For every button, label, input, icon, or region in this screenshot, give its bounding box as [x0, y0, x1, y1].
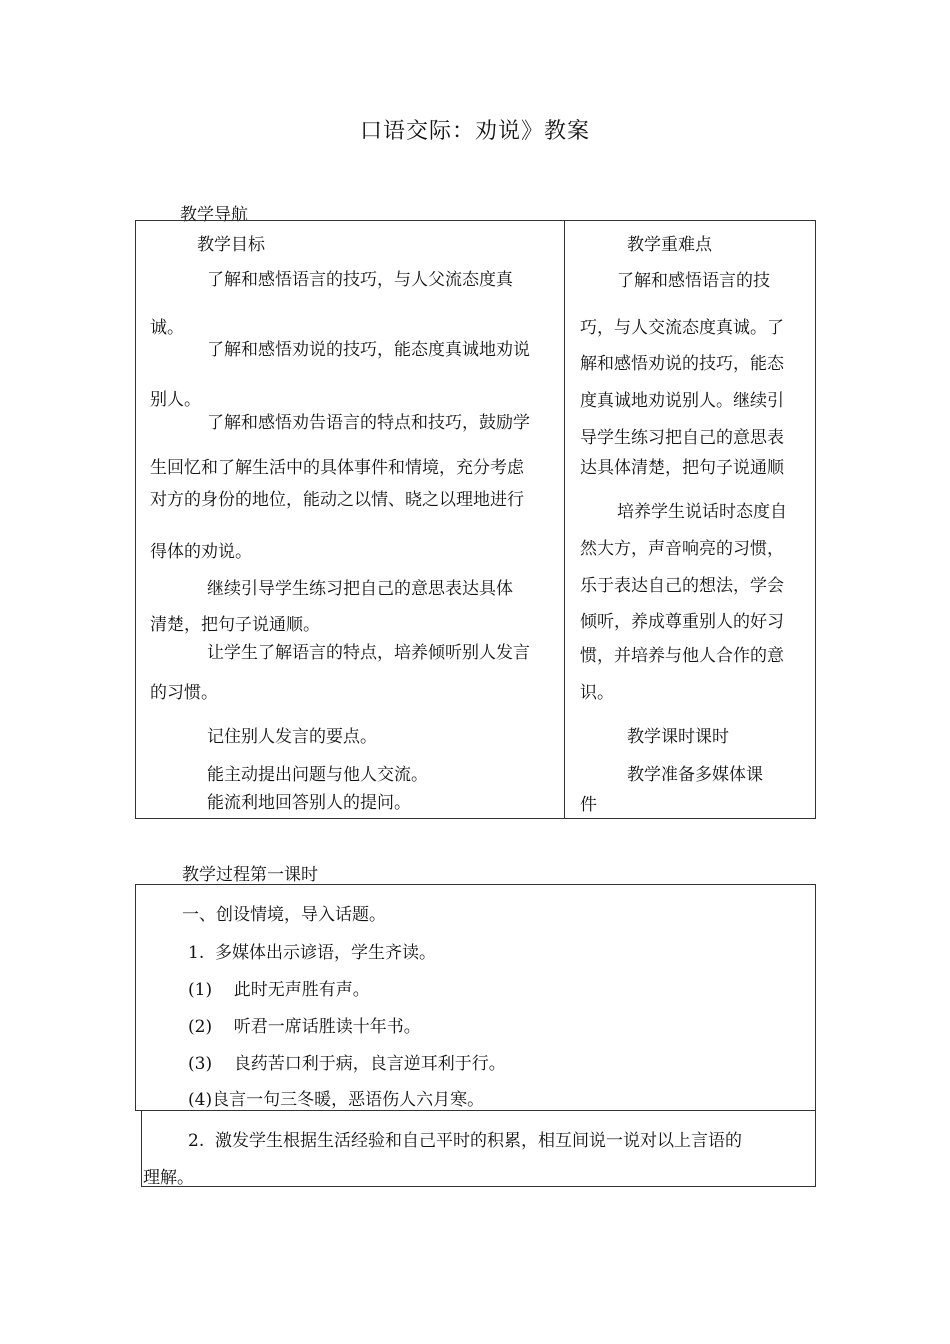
goal-line: 得体的劝说。 — [150, 542, 252, 562]
keypoint-line: 然大方，声音响亮的习惯， — [580, 539, 784, 559]
goal-line: 让学生了解语言的特点，培养倾听别人发言 — [207, 643, 530, 663]
goal-line: 生回忆和了解生活中的具体事件和情境，充分考虑 — [150, 458, 524, 478]
keypoint-line: 解和感悟劝说的技巧，能态 — [580, 354, 784, 374]
goal-line: 了解和感悟语言的技巧，与人父流态度真 — [207, 270, 513, 290]
nav-heading: 教学导航 — [180, 205, 248, 225]
keypoint-line: 了解和感悟语言的技 — [617, 271, 770, 291]
keypoint-line: 倾听，养成尊重别人的好习 — [580, 612, 784, 632]
keypoint-line: 教学课时课时 — [627, 727, 729, 747]
keypoint-line: 件 — [580, 795, 597, 815]
keypoint-line: 达具体清楚，把句子说通顺 — [580, 458, 784, 478]
keypoint-line: 教学准备多媒体课 — [627, 765, 763, 785]
process-line: (4)良言一句三冬暖，恶语伤人六月寒。 — [188, 1090, 485, 1110]
process-line: 一、创设情境，导入话题。 — [182, 905, 386, 925]
keypoint-line: 乐于表达自己的想法，学会 — [580, 576, 784, 596]
keypoint-line: 导学生练习把自己的意思表 — [580, 428, 784, 448]
goal-line: 继续引导学生练习把自己的意思表达具体 — [207, 579, 513, 599]
goal-line: 了解和感悟劝说的技巧，能态度真诚地劝说 — [207, 340, 530, 360]
goal-line: 的习惯。 — [150, 683, 218, 703]
goal-line: 了解和感悟劝告语言的特点和技巧，鼓励学 — [207, 413, 530, 433]
goal-line: 能主动提出问题与他人交流。 — [207, 765, 428, 785]
goal-line: 诚。 — [150, 318, 184, 338]
process-line: (1) 此时无声胜有声。 — [188, 980, 370, 1000]
keypoint-line: 惯，并培养与他人合作的意 — [580, 646, 784, 666]
table-divider — [564, 220, 565, 819]
process-step2-line: 理解。 — [143, 1168, 194, 1188]
goal-line: 能流利地回答别人的提问。 — [207, 793, 411, 813]
goal-line: 清楚，把句子说通顺。 — [150, 615, 320, 635]
process-line: (2) 听君一席话胜读十年书。 — [188, 1017, 421, 1037]
process-line: (3) 良药苦口利于病，良言逆耳利于行。 — [188, 1054, 506, 1074]
keypoint-line: 培养学生说话时态度自 — [617, 502, 787, 522]
goal-line: 对方的身份的地位，能动之以情、晓之以理地进行 — [150, 490, 524, 510]
goal-line: 记住别人发言的要点。 — [207, 727, 377, 747]
keypoint-line: 识。 — [580, 683, 614, 703]
goal-line: 别人。 — [150, 390, 201, 410]
keypoint-line: 巧，与人交流态度真诚。了 — [580, 318, 784, 338]
process-heading: 教学过程第一课时 — [182, 865, 318, 885]
process-step2-line: 2. 激发学生根据生活经验和自己平时的积累，相互间说一说对以上言语的 — [188, 1131, 743, 1151]
page-title: 口语交际：劝说》教案 — [359, 119, 590, 144]
goals-heading: 教学目标 — [197, 235, 265, 255]
keypoint-line: 度真诚地劝说别人。继续引 — [580, 391, 784, 411]
keypoints-heading: 教学重难点 — [627, 235, 712, 255]
process-line: 1. 多媒体出示谚语，学生齐读。 — [188, 943, 437, 963]
